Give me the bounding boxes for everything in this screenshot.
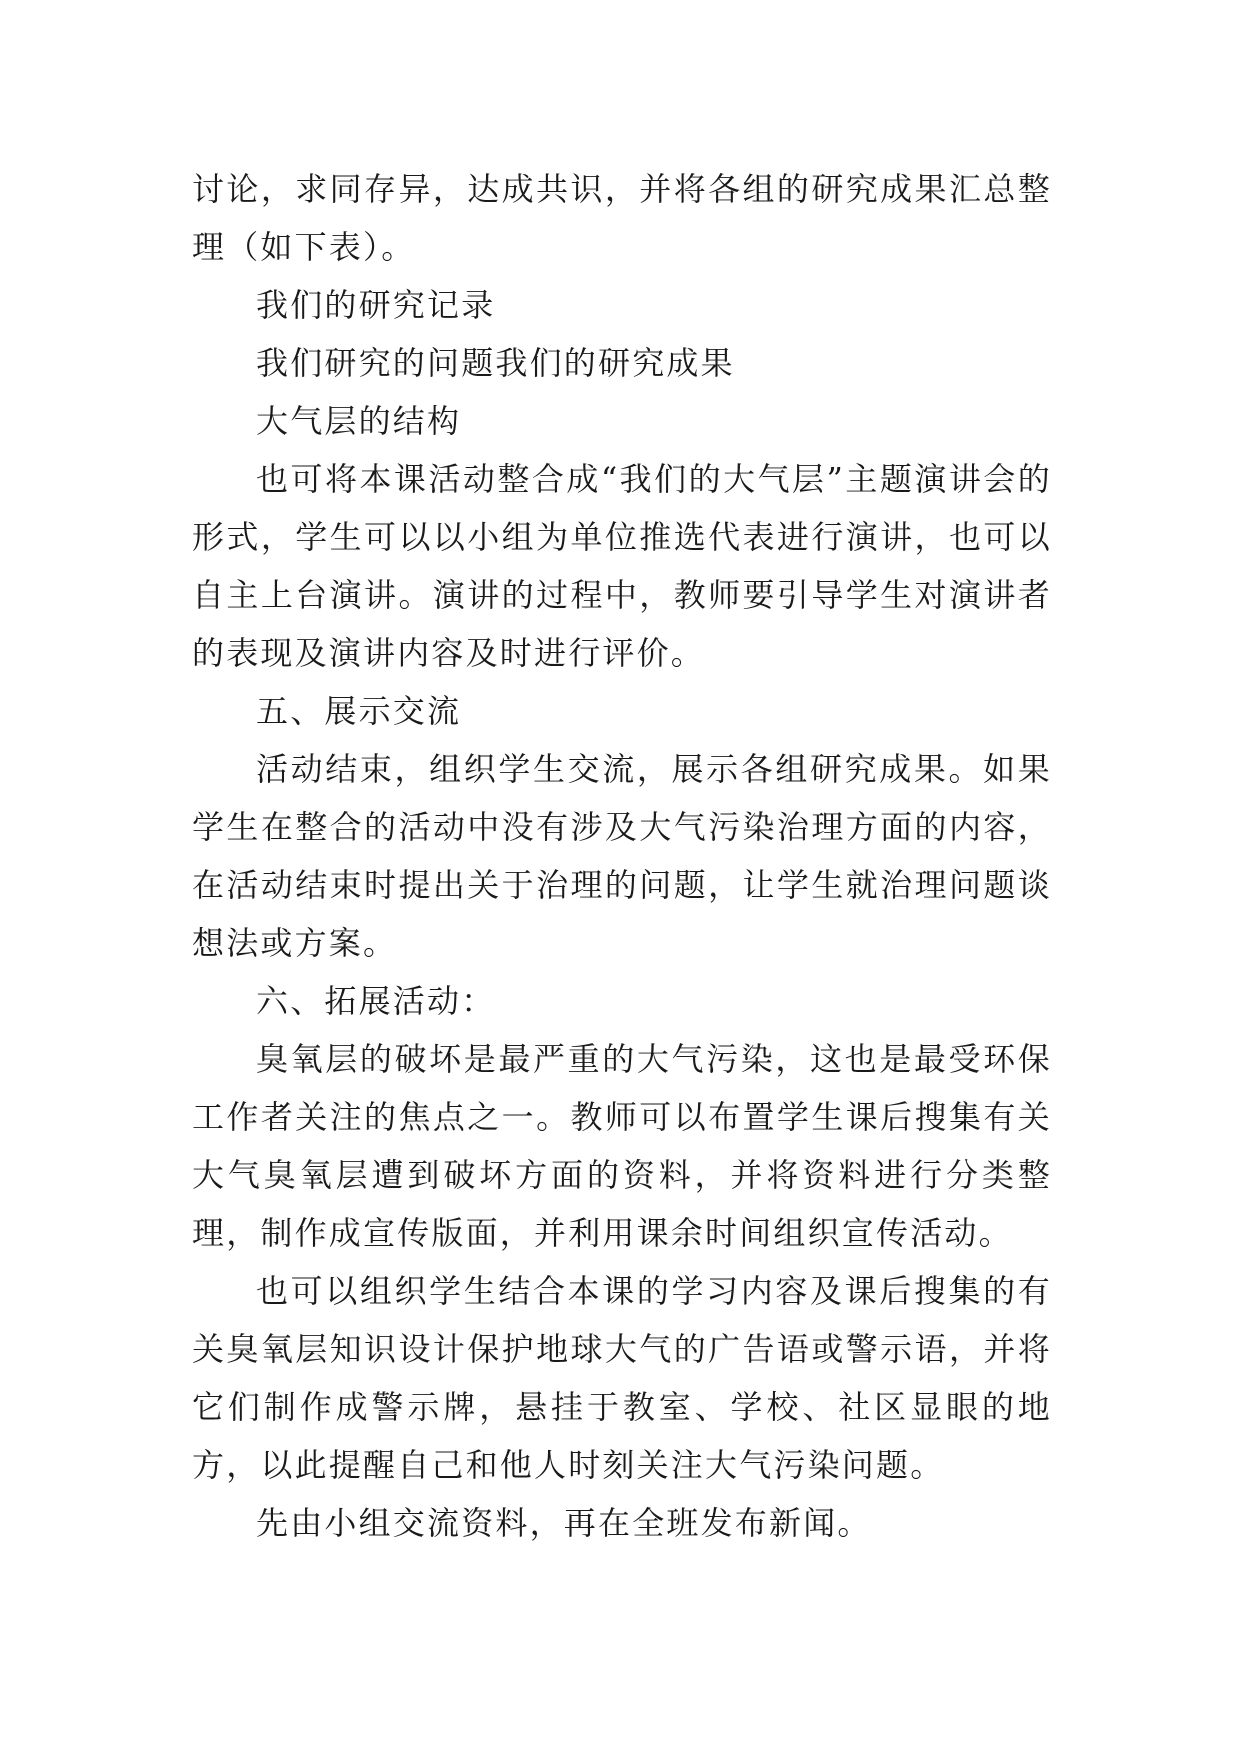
paragraph-research-record: 我们的研究记录 [256, 286, 496, 324]
paragraph-discussion-summary: 讨论，求同存异，达成共识，并将各组的研究成果汇总整理（如下表）。 [192, 170, 1052, 266]
paragraph-research-questions: 我们研究的问题我们的研究成果 [256, 344, 735, 382]
paragraph-ozone-damage: 臭氧层的破坏是最严重的大气污染，这也是最受环保工作者关注的焦点之一。教师可以布置学生课后搜集有关大气臭氧层遭到破坏方面的资料，并将资料进行分类整理，制作成宣传版面，并利用课余时间组织宣传活动。 [192, 1040, 1052, 1252]
paragraph-news-release: 先由小组交流资料，再在全班发布新闻。 [256, 1504, 872, 1542]
paragraph-speech-activity: 也可将本课活动整合成“我们的大气层”主题演讲会的形式，学生可以以小组为单位推选代表进行演讲，也可以自主上台演讲。演讲的过程中，教师要引导学生对演讲者的表现及演讲内容及时进行评价。 [192, 460, 1052, 672]
document-body [192, 160, 1052, 1552]
paragraph-warning-signs: 也可以组织学生结合本课的学习内容及课后搜集的有关臭氧层知识设计保护地球大气的广告语或警示语，并将它们制作成警示牌，悬挂于教室、学校、社区显眼的地方，以此提醒自己和他人时刻关注大气污染问题。 [192, 1272, 1052, 1484]
paragraph-atmosphere-structure: 大气层的结构 [256, 402, 462, 440]
paragraph-presentation-exchange: 活动结束，组织学生交流，展示各组研究成果。如果学生在整合的活动中没有涉及大气污染治理方面的内容，在活动结束时提出关于治理的问题，让学生就治理问题谈想法或方案。 [192, 750, 1052, 962]
section-heading-extension: 六、拓展活动： [256, 982, 496, 1020]
section-heading-presentation: 五、展示交流 [256, 692, 462, 730]
